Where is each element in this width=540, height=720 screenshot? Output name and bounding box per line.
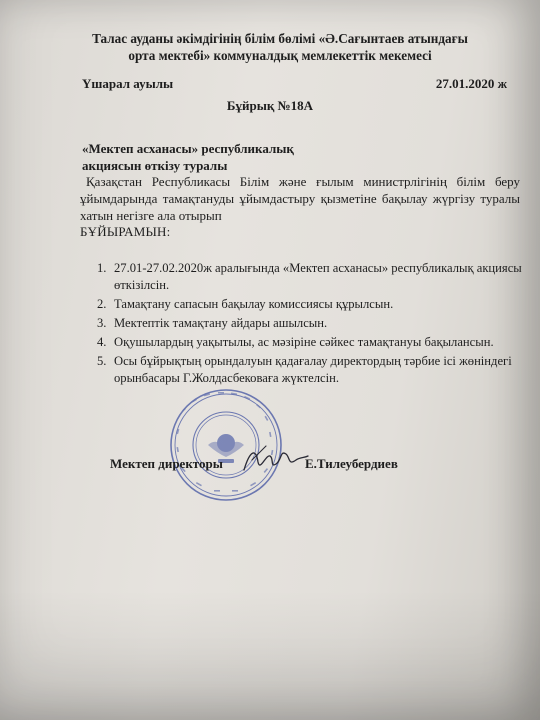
- item-number: 5.: [97, 354, 107, 368]
- item-number: 3.: [97, 316, 107, 330]
- signature-name: Е.Тилеубердиев: [305, 456, 398, 471]
- item-text: Мектептік тамақтану айдары ашылсын.: [114, 316, 328, 330]
- subject-line-1: «Мектеп асханасы» республикалық: [82, 141, 294, 156]
- order-items-list: [80, 260, 530, 389]
- list-item: [80, 315, 530, 332]
- decree-word: БҰЙЫРАМЫН:: [80, 224, 171, 239]
- signature-title: Мектеп директоры: [110, 456, 223, 471]
- document-date: 27.01.2020 ж: [435, 76, 507, 91]
- list-item: [80, 353, 530, 387]
- signature-row: [0, 456, 540, 496]
- order-subject: [82, 140, 382, 174]
- subject-line-2: акциясын өткізу туралы: [82, 158, 228, 173]
- item-number: 1.: [97, 261, 107, 275]
- page-shadow: [0, 590, 540, 720]
- item-text: Оқушылардың уақытылы, ас мәзіріне сәйкес тамақтануы бақылансын.: [114, 335, 494, 349]
- item-text: 27.01-27.02.2020ж аралығында «Мектеп асханасы» республикалық акциясы өткізілсін.: [114, 261, 522, 292]
- list-item: [80, 260, 530, 294]
- organization-header: Талас ауданы әкімдігінің білім бөлімі «Ә.Сағынтаев атындағы орта мектебі» коммуналдық мемлекеттік мекемесі: [92, 31, 468, 63]
- item-text: Тамақтану сапасын бақылау комиссиясы құрылсын.: [114, 297, 394, 311]
- order-title: Бұйрық №18А: [226, 98, 314, 113]
- intro-paragraph: Қазақстан Республикасы Білім және ғылым министрлігінің білім беру ұйымдарында тамақтануды ұйымдастыру қызметіне бақылау жүргізу туралы хатын негізге ала отырып: [80, 174, 520, 223]
- list-item: [80, 334, 530, 351]
- village-name: Үшарал ауылы: [82, 76, 174, 91]
- item-text: Осы бұйрықтың орындалуын қадағалау директордың тәрбие ісі жөніндегі орынбасары Г.Жолдасбековаға жүктелсін.: [114, 354, 512, 385]
- list-item: [80, 296, 530, 313]
- item-number: 4.: [97, 335, 107, 349]
- item-number: 2.: [97, 297, 107, 311]
